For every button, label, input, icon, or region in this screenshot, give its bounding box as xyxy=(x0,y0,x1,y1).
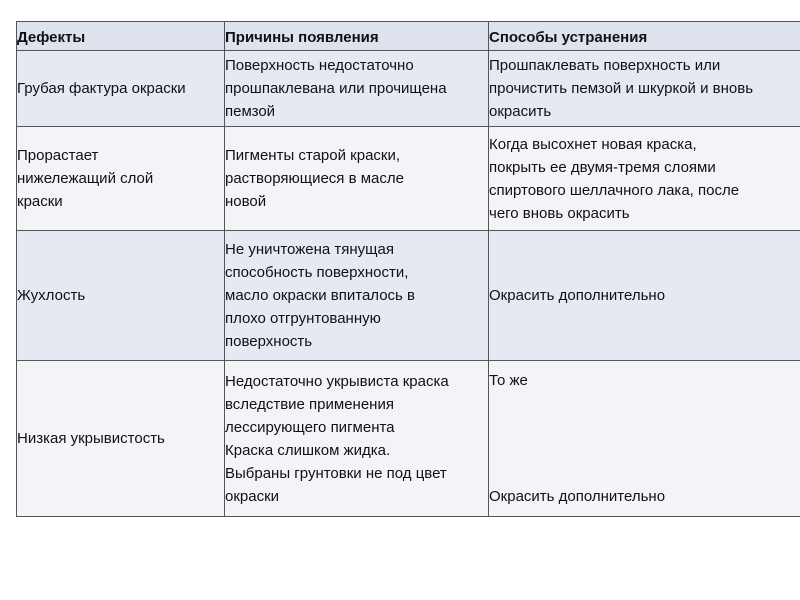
cause-text: Поверхность недостаточно прошпаклевана или прочищена пемзой xyxy=(225,57,447,120)
cause-cell xyxy=(225,361,489,517)
header-defects: Дефекты xyxy=(17,22,225,51)
defect-text: Прорастает нижележащий слой краски xyxy=(17,147,154,210)
cause-text: Недостаточно укрывиста краска вследствие применения лессирующего пигмента Краска слишком жидка. Выбраны грунтовки не под цвет окраски xyxy=(225,372,449,505)
remedy-cell xyxy=(489,231,800,361)
cause-cell xyxy=(225,51,489,127)
remedy-text: Прошпаклевать поверхность или прочистить пемзой и шкуркой и вновь окрасить xyxy=(489,57,754,120)
cause-text: Не уничтожена тянущая способность поверхности, масло окраски впиталось в плохо отгрунтованную поверхность xyxy=(225,241,416,350)
cause-text: Пигменты старой краски, растворяющиеся в масле новой xyxy=(225,147,404,210)
defect-cell xyxy=(17,231,225,361)
table-row xyxy=(17,361,800,517)
cause-cell xyxy=(225,127,489,231)
defects-table xyxy=(16,21,800,517)
defect-cell xyxy=(17,361,225,517)
defect-cell xyxy=(17,51,225,127)
remedy-cell xyxy=(489,127,800,231)
defect-text: Грубая фактура окраски xyxy=(17,80,186,97)
defect-cell xyxy=(17,127,225,231)
table-row xyxy=(17,231,800,361)
cause-cell xyxy=(225,231,489,361)
remedy-text-top: То же xyxy=(489,372,528,389)
remedy-cell xyxy=(489,51,800,127)
table-row xyxy=(17,51,800,127)
header-remedies: Способы устранения xyxy=(489,22,800,51)
remedy-text: Окрасить дополнительно xyxy=(489,287,666,304)
remedy-cell xyxy=(489,361,800,517)
table-row xyxy=(17,127,800,231)
defect-text: Жухлость xyxy=(17,287,86,304)
remedy-text: Когда высохнет новая краска, покрыть ее двумя-тремя слоями спиртового шеллачного лака, после чего вновь окрасить xyxy=(489,135,740,222)
defect-text: Низкая укрывистость xyxy=(17,430,165,447)
table-header-row xyxy=(17,22,800,51)
header-causes: Причины появления xyxy=(225,22,489,51)
remedy-text-bottom: Окрасить дополнительно xyxy=(489,488,666,505)
